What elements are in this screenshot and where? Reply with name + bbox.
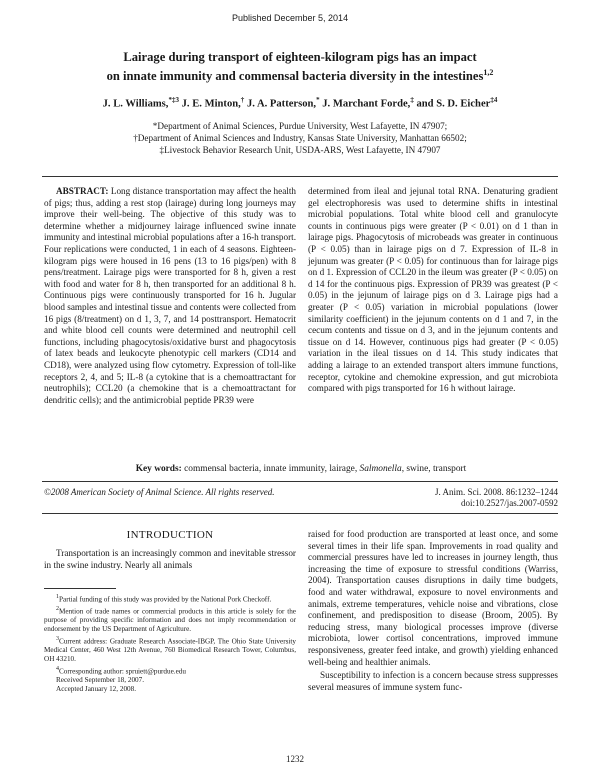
footnote-rule <box>44 588 116 589</box>
author-name: J. E. Minton, <box>181 98 241 110</box>
author-marks: *‡3 <box>168 96 179 104</box>
page-number: 1232 <box>286 754 304 764</box>
author-marks: ‡ <box>410 96 414 104</box>
published-date: Published December 5, 2014 <box>232 13 349 23</box>
divider-bottom <box>42 513 558 514</box>
accepted-date: Accepted January 12, 2008. <box>56 685 137 694</box>
intro-paragraph-1: Transportation is an increasingly common and inevitable stressor in the swine industry. Nearly all animals <box>44 548 296 570</box>
abstract-text-right: determined from ileal and jejunal total RNA. Denaturing gradient gel electrophoresis was used to determine shifts in intestinal microbial populations. Total white blood cell and granulocyte counts in continuous pigs were greater (P < 0.01) on d 1 than in lairage pigs. Phagocytosis of microbeads was greater in continuous (P < 0.05) than in lairage pigs on d 7. Expression of IL-8 in jejunum was greater (P < 0.05) for continuous than for lairage pigs on d 1. Expression of CCL20 in the ileum was greater (P < 0.05) on d 14 for the continuous pigs. Expression of PR39 was greatest (P < 0.05) in the jejunum of lairage pigs on d 3. Lairage pigs had a greater (P < 0.05) variation in microbial populations (lower similarity coefficient) in the jejunum contents on d 1 and 7, in the cecum contents and tissue on d 3, and in the jejunum contents and tissue on d 14. However, continuous pigs had greater (P < 0.05) variation in the ileal tissues on d 14. This study indicates that adding a lairage to an extended transport alters immune functions, receptor, cytokine and chemokine expression, and gut microbiota compared with pigs transported for 16 h without lairage. <box>308 186 558 394</box>
abstract-left-column <box>44 186 296 406</box>
abstract-right-column <box>308 186 558 395</box>
affiliations <box>40 120 560 156</box>
footnote: $^1$Partial funding of this study was provided by the National Pork Checkoff. <box>56 594 272 604</box>
intro-paragraph-2: Susceptibility to infection is a concern because stress suppresses several measures of immune system func- <box>308 670 558 692</box>
divider-top <box>42 176 558 177</box>
footnote: $^3$Current address: Graduate Research Associate-IBGP, The Ohio State University Medical Center, 460 West 12th Avenue, 760 Biomedical Research Tower, Columbus, OH 43210. <box>44 635 296 664</box>
author-name: J. L. Williams, <box>102 98 169 110</box>
author-list <box>40 96 560 110</box>
author-name: J. Marchant Forde, <box>322 98 411 110</box>
section-heading-introduction: INTRODUCTION <box>126 529 214 541</box>
intro-left-column <box>44 548 296 571</box>
title-line-1: Lairage during transport of eighteen-kilogram pigs has an impact <box>123 50 477 64</box>
journal-citation <box>378 487 558 509</box>
affiliation-line: *Department of Animal Sciences, Purdue University, West Lafayette, IN 47907; <box>152 121 448 131</box>
author-marks: ‡4 <box>490 96 498 104</box>
affiliation-line: †Department of Animal Sciences and Industry, Kansas State University, Manhattan 66502; <box>133 133 467 143</box>
intro-paragraph-continued: raised for food production are transported at least once, and some several times in their life span. Improvements in road quality and commercial pressures have led to increases in journey length, thus increasing the time of exposure to stressful conditions (Warriss, 2004). Transportation causes disruptions in daily time budgets, food and water withdrawal, exposure to novel environments and animals, extreme temperatures, vehicle noise and vibrations, close confinement, and predisposition to disease (Broom, 2005). By reducing stress, many biological processes improve (diverse microbiota, lower cortisol concentrations, improved immune responsiveness, greater feed intake, and growth) yielding enhanced well-being and healthier animals. <box>308 529 558 667</box>
journal-doi[interactable]: doi:10.2527/jas.2007-0592 <box>461 498 558 508</box>
author-name: and S. D. Eicher <box>416 98 491 110</box>
divider-middle <box>42 481 558 482</box>
title-line-2: on innate immunity and commensal bacteria diversity in the intestines <box>106 69 484 84</box>
article-title <box>40 50 560 84</box>
footnote: $^4$Corresponding author: spruiett@purdue.edu <box>56 665 186 675</box>
footnotes <box>44 593 296 695</box>
affiliation-line: ‡Livestock Behavior Research Unit, USDA-ARS, West Lafayette, IN 47907 <box>159 145 441 155</box>
author-marks: † <box>240 96 245 104</box>
copyright-notice: ©2008 American Society of Animal Science. All rights reserved. <box>44 487 275 497</box>
abstract-text-left: Long distance transportation may affect the health of pigs; thus, adding a rest stop (lairage) during long journeys may improve their well-being. The objective of this study was to determine whether a midjourney lairage influenced swine innate immunity and intestinal microbial populations after a 16-h transport. Four replications were conducted, 1 in each of 4 seasons. Eighteen-kilogram pigs were housed in 16 pens (13 to 16 pigs/pen) with 8 pens/treatment. Lairage pigs were transported for 8 h, given a rest with food and water for 8 h, then transported for an additional 8 h. Continuous pigs were continuously transported for 16 h. Jugular blood samples and intestinal tissue and contents were collected from 16 pigs (8/treatment) on d 1, 3, 7, and 14 posttransport. Hematocrit and white blood cell counts were determined and neutrophil cell functions, including phagocytosis/oxidative burst and phagocytosis of latex beads and leukocyte phenotypic cell markers (CD14 and CD18), were analyzed using flow cytometry. Expression of toll-like receptors 2, 4, and 5; IL-8 (a cytokine that is a chemoattractant for neutrophils); CCL20 (a chemokine that is a chemoattractant for dendritic cells); and the antimicrobial peptide PR39 were <box>44 186 296 405</box>
abstract-label: ABSTRACT: <box>56 186 109 196</box>
keywords-text: commensal bacteria, innate immunity, lairage, <box>181 464 360 474</box>
intro-right-column <box>308 529 558 693</box>
keywords-text-end: , swine, transport <box>401 464 467 474</box>
received-date: Received September 18, 2007. <box>56 676 145 685</box>
journal-ref: J. Anim. Sci. 2008. 86:1232–1244 <box>434 487 558 497</box>
keywords <box>44 464 558 474</box>
title-footnote-marks: 1,2 <box>483 68 494 77</box>
author-name: J. A. Patterson, <box>246 98 317 110</box>
author-marks: * <box>316 96 320 104</box>
keywords-label: Key words: <box>135 464 182 474</box>
keywords-italic: Salmonella <box>359 464 402 474</box>
footnote: $^2$Mention of trade names or commercial products in this article is solely for the purpose of providing specific information and does not imply recommendation or endorsement by the US Department of Agriculture. <box>44 605 296 634</box>
